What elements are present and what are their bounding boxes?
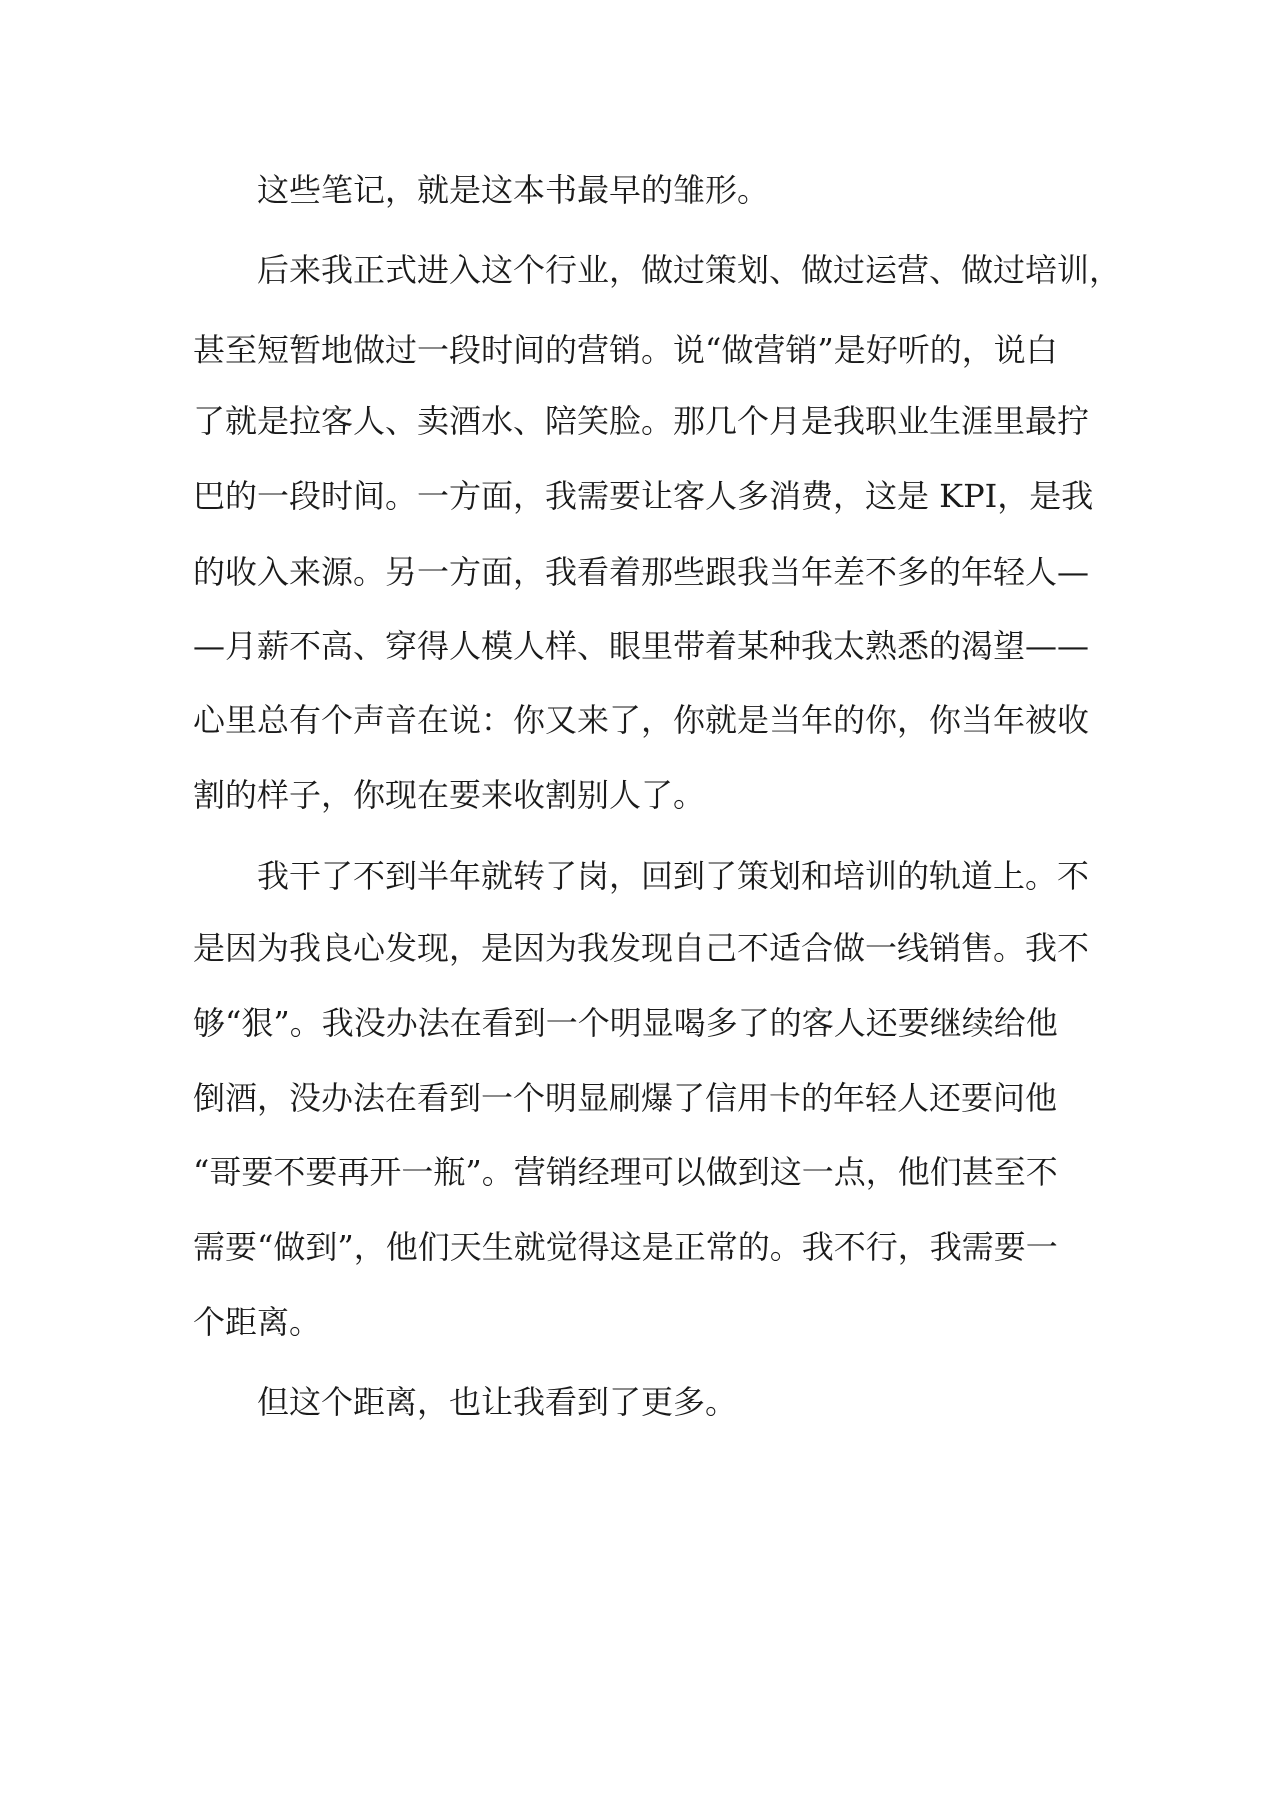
paragraph-2-line-2: 甚至短暂地做过一段时间的营销。说“做营销”是好听的，说白 [193, 331, 1058, 369]
paragraph-4-line-1: 但这个距离，也让我看到了更多。 [257, 1383, 738, 1421]
paragraph-3-line-7: 个距离。 [193, 1303, 322, 1341]
paragraph-2-line-1: 后来我正式进入这个行业，做过策划、做过运营、做过培训， [257, 251, 1122, 289]
paragraph-2-line-3: 了就是拉客人、卖酒水、陪笑脸。那几个月是我职业生涯里最拧 [193, 402, 1090, 440]
paragraph-2-line-4: 巴的一段时间。一方面，我需要让客人多消费，这是 KPI，是我 [193, 477, 1094, 515]
paragraph-2-line-8: 割的样子，你现在要来收割别人了。 [193, 776, 706, 814]
paragraph-2-line-5: 的收入来源。另一方面，我看着那些跟我当年差不多的年轻人— [193, 553, 1090, 591]
paragraph-3-line-5: “哥要不要再开一瓶”。营销经理可以做到这一点，他们甚至不 [193, 1153, 1058, 1191]
paragraph-3-line-1: 我干了不到半年就转了岗，回到了策划和培训的轨道上。不 [257, 857, 1090, 895]
paragraph-3-line-6: 需要“做到”，他们天生就觉得这是正常的。我不行，我需要一 [193, 1228, 1058, 1266]
paragraph-3-line-3: 够“狠”。我没办法在看到一个明显喝多了的客人还要继续给他 [193, 1004, 1058, 1042]
paragraph-2-line-6: —月薪不高、穿得人模人样、眼里带着某种我太熟悉的渴望—— [193, 627, 1090, 665]
paragraph-1-line-1: 这些笔记，就是这本书最早的雏形。 [257, 171, 770, 209]
paragraph-2-line-7: 心里总有个声音在说：你又来了，你就是当年的你，你当年被收 [193, 701, 1090, 739]
paragraph-3-line-4: 倒酒，没办法在看到一个明显刷爆了信用卡的年轻人还要问他 [193, 1079, 1058, 1117]
paragraph-3-line-2: 是因为我良心发现，是因为我发现自己不适合做一线销售。我不 [193, 929, 1090, 967]
